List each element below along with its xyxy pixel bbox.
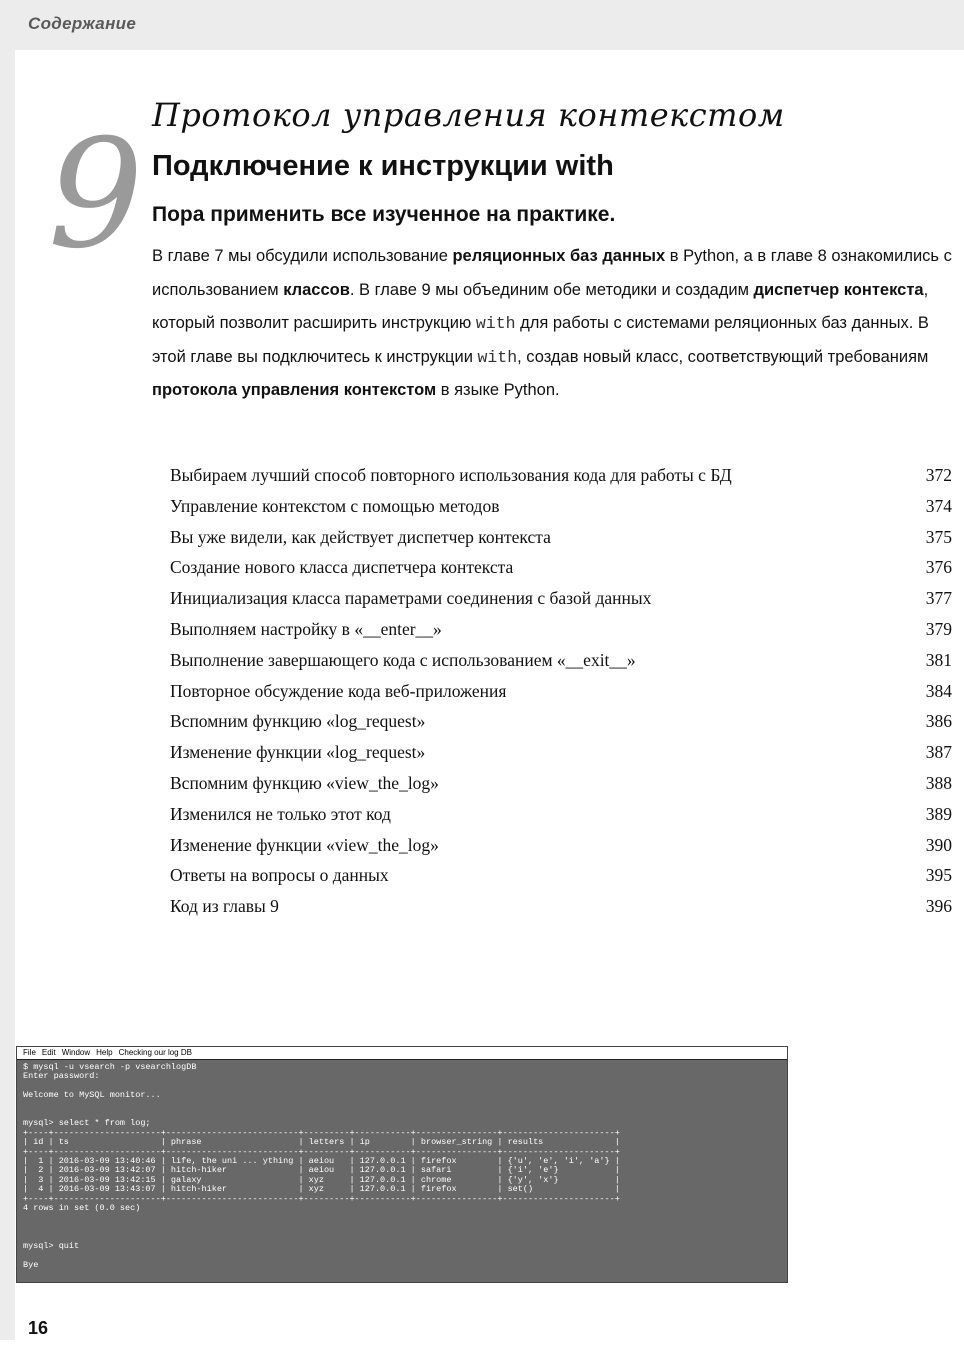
terminal-menu-item[interactable]: Help [96, 1048, 113, 1057]
toc-entry-title: Ответы на вопросы о данных [170, 865, 389, 886]
toc-entry-page: 375 [925, 526, 952, 547]
chapter-number: 9 [48, 108, 144, 282]
terminal-line [23, 1223, 781, 1232]
intro-bold-term: реляционных баз данных [452, 247, 666, 265]
terminal-menu-item[interactable]: File [23, 1048, 36, 1057]
header-bar [0, 0, 964, 50]
toc-entry[interactable] [170, 645, 952, 676]
terminal-line: +----+---------------------+--------------------------+---------+-----------+----------------+----------------------+ [23, 1127, 620, 1138]
intro-bold-term: классов [283, 280, 350, 299]
toc-entry[interactable] [170, 583, 952, 614]
toc-entry-page: 387 [925, 742, 952, 763]
toc-entry[interactable] [170, 522, 952, 553]
toc-entry-title: Инициализация класса параметрами соединения с базой данных [170, 588, 652, 609]
toc-entry-page: 389 [925, 803, 952, 824]
chapter-title: Подключение к инструкции with [152, 150, 614, 182]
terminal-line: $ mysql -u vsearch -p vsearchlogDB [23, 1062, 197, 1072]
intro-code-term: with [475, 314, 516, 333]
intro-text: в Python, а в главе 8 ознакомились с использованием [152, 247, 952, 299]
intro-text: для работы с системами реляционных баз данных. В этой главе вы подключитесь к инструкции [152, 314, 929, 366]
terminal-line [23, 1251, 781, 1260]
toc-entry[interactable] [170, 491, 952, 522]
toc-entry-page: 381 [925, 649, 952, 670]
terminal-line: mysql> select * from log; [23, 1118, 151, 1129]
terminal-line: | id | ts | phrase | letters | ip | browser_string | results | [23, 1137, 620, 1148]
terminal-menu-item[interactable]: Window [61, 1048, 91, 1057]
terminal-line: +----+---------------------+--------------------------+---------+-----------+----------------+----------------------+ [23, 1146, 620, 1157]
table-of-contents [170, 460, 952, 922]
terminal-line: mysql> quit [23, 1240, 80, 1251]
toc-entry[interactable] [170, 860, 952, 891]
terminal-line: Enter password: [23, 1071, 100, 1082]
toc-entry-page: 395 [925, 865, 952, 886]
intro-bold-term: диспетчер контекста [753, 280, 924, 299]
terminal-line: 4 rows in set (0.0 sec) [23, 1203, 141, 1214]
toc-entry-title: Выбираем лучший способ повторного использования кода для работы с БД [170, 465, 732, 485]
toc-entry-title: Изменился не только этот код [170, 803, 391, 824]
terminal-output [17, 1060, 787, 1273]
terminal-line: Welcome to MySQL monitor... [23, 1090, 161, 1101]
toc-entry-page: 388 [925, 772, 952, 793]
terminal-line: | 4 | 2016-03-09 13:43:07 | hitch-hiker | xyz | 127.0.0.1 | firefox | set() | [23, 1184, 620, 1195]
toc-entry-title: Изменение функции «view_the_log» [170, 834, 439, 855]
left-margin-band [0, 50, 15, 1340]
toc-entry-page: 384 [925, 680, 952, 701]
terminal-line: | 3 | 2016-03-09 13:42:15 | galaxy | xyz | 127.0.0.1 | chrome | {'y', 'x'} | [23, 1174, 620, 1185]
toc-entry[interactable] [170, 830, 952, 861]
toc-entry[interactable] [170, 460, 952, 491]
toc-entry[interactable] [170, 891, 952, 922]
toc-entry-title: Изменение функции «log_request» [170, 742, 426, 763]
toc-entry-title: Вы уже видели, как действует диспетчер контекста [170, 526, 551, 547]
intro-text: В главе 7 мы обсудили использование [152, 247, 453, 265]
intro-code-term: with [477, 347, 518, 367]
toc-entry-page: 386 [925, 711, 952, 732]
terminal-menu-item[interactable]: Edit [41, 1048, 56, 1057]
toc-entry[interactable] [170, 552, 952, 583]
terminal-line: Bye [23, 1259, 39, 1270]
terminal-window-title: Checking our log DB [118, 1048, 192, 1057]
terminal-line: | 2 | 2016-03-09 13:42:07 | hitch-hiker | aeiou | 127.0.0.1 | safari | {'i', 'e'} | [23, 1165, 620, 1176]
toc-entry-page: 377 [925, 588, 952, 609]
intro-text: . В главе 9 мы объединим обе методики и создадим [349, 280, 754, 299]
toc-entry-page: 379 [925, 618, 952, 639]
toc-entry-page: 374 [925, 495, 952, 516]
terminal-line [23, 1232, 781, 1241]
page-number: 16 [28, 1318, 49, 1338]
terminal-line: +----+---------------------+--------------------------+---------+-----------+----------------+----------------------+ [23, 1193, 620, 1204]
chapter-intro-paragraph [152, 240, 952, 408]
intro-text: , который позволит расширить инструкцию [152, 280, 929, 332]
toc-entry[interactable] [170, 676, 952, 707]
terminal-line [23, 1101, 781, 1110]
toc-entry[interactable] [170, 614, 952, 645]
intro-text: в языке Python. [436, 381, 560, 399]
toc-entry[interactable] [170, 768, 952, 799]
terminal-line [23, 1214, 781, 1223]
toc-entry-page: 396 [925, 896, 952, 917]
toc-entry[interactable] [170, 706, 952, 737]
toc-entry-title: Код из главы 9 [170, 896, 279, 917]
toc-entry-title: Повторное обсуждение кода веб-приложения [170, 680, 507, 701]
terminal-window [16, 1046, 788, 1283]
toc-entry-title: Вспомним функцию «log_request» [170, 711, 426, 732]
toc-entry-title: Выполняем настройку в «__enter__» [170, 618, 442, 639]
terminal-menu-bar [17, 1047, 787, 1060]
toc-entry[interactable] [170, 737, 952, 768]
toc-entry-title: Вспомним функцию «view_the_log» [170, 772, 439, 793]
toc-entry-title: Создание нового класса диспетчера контекста [170, 557, 514, 578]
intro-text: , создав новый класс, соответствующий требованиям [517, 347, 929, 366]
header-title: Содержание [28, 14, 137, 33]
toc-entry-page: 390 [925, 834, 952, 855]
chapter-subtitle: Пора применить все изученное на практике. [152, 203, 616, 226]
toc-entry[interactable] [170, 799, 952, 830]
terminal-line: | 1 | 2016-03-09 13:40:46 | life, the uni ... ything | aeiou | 127.0.0.1 | firefox | {'u', 'e', 'i', 'a'} | [23, 1156, 620, 1167]
toc-entry-page: 376 [925, 557, 952, 578]
toc-entry-title: Управление контекстом с помощью методов [170, 495, 500, 516]
intro-bold-term: протокола управления контекстом [152, 381, 437, 399]
toc-entry-title: Выполнение завершающего кода с использованием «__exit__» [170, 649, 636, 670]
toc-entry-page: 372 [925, 465, 952, 485]
chapter-fancy-title: Протокол управления контекстом [152, 96, 785, 134]
